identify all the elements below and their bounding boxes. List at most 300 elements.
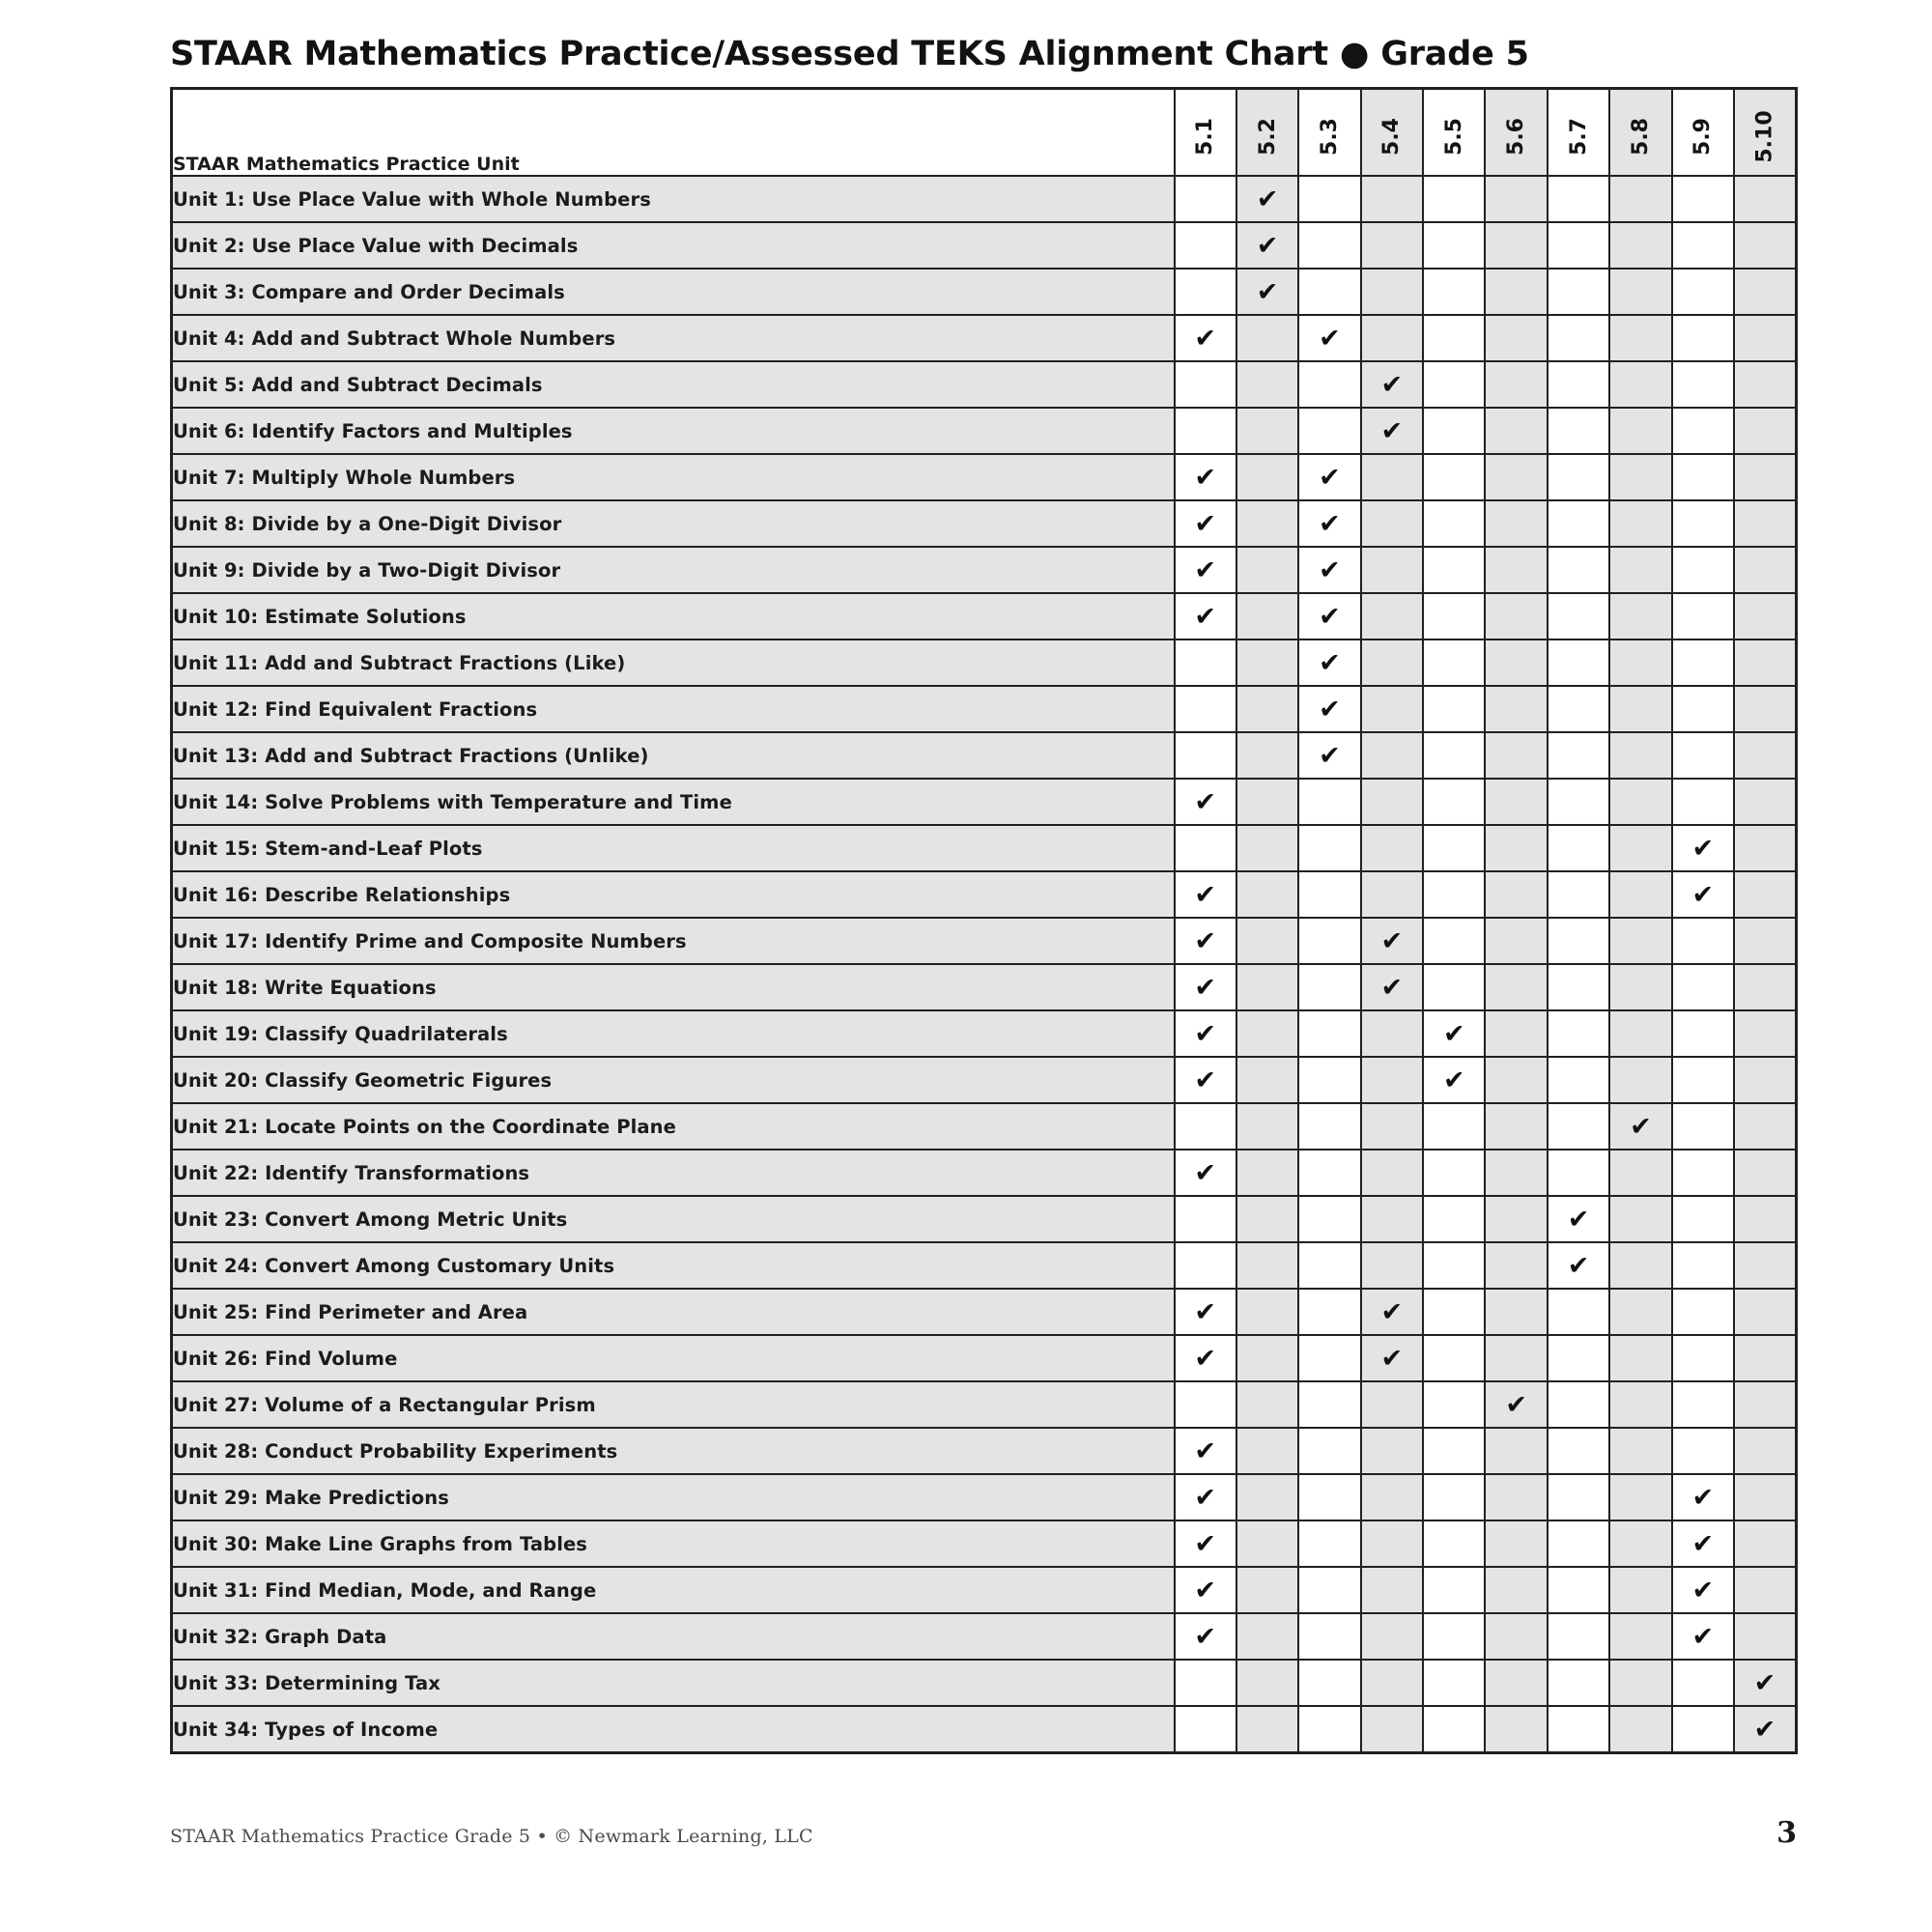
alignment-cell-5-2 <box>1236 1381 1298 1428</box>
alignment-cell-5-7 <box>1548 222 1609 269</box>
table-row <box>172 639 1797 686</box>
column-header-5-6 <box>1485 89 1547 177</box>
alignment-cell-5-4 <box>1361 1242 1423 1289</box>
unit-name-cell: Unit 33: Determining Tax <box>172 1660 1175 1706</box>
check-icon: ✔ <box>1256 230 1279 261</box>
check-icon: ✔ <box>1380 925 1404 956</box>
alignment-cell-5-9 <box>1672 918 1734 964</box>
alignment-cell-5-4 <box>1361 1660 1423 1706</box>
alignment-cell-5-7 <box>1548 1474 1609 1520</box>
alignment-cell-5-8 <box>1609 1381 1671 1428</box>
alignment-cell-5-5 <box>1423 1150 1485 1196</box>
unit-name-cell: Unit 34: Types of Income <box>172 1706 1175 1753</box>
alignment-cell-5-7 <box>1548 1150 1609 1196</box>
column-header-label: 5.9 <box>1690 117 1716 156</box>
alignment-cell-5-1 <box>1175 454 1236 500</box>
alignment-cell-5-8 <box>1609 1010 1671 1057</box>
alignment-cell-5-3 <box>1298 964 1360 1010</box>
alignment-cell-5-9 <box>1672 547 1734 593</box>
alignment-cell-5-4 <box>1361 1335 1423 1381</box>
check-icon: ✔ <box>1691 833 1715 864</box>
alignment-cell-5-9 <box>1672 1103 1734 1150</box>
alignment-cell-5-3 <box>1298 639 1360 686</box>
alignment-cell-5-4 <box>1361 1381 1423 1428</box>
alignment-cell-5-8 <box>1609 176 1671 222</box>
alignment-cell-5-9 <box>1672 1010 1734 1057</box>
table-head <box>172 89 1797 177</box>
alignment-cell-5-10 <box>1734 1660 1796 1706</box>
alignment-cell-5-4 <box>1361 1428 1423 1474</box>
column-header-rotator <box>1424 98 1484 175</box>
alignment-cell-5-4 <box>1361 1057 1423 1103</box>
alignment-cell-5-6 <box>1485 1057 1547 1103</box>
alignment-cell-5-4 <box>1361 269 1423 315</box>
alignment-cell-5-5 <box>1423 732 1485 779</box>
alignment-cell-5-8 <box>1609 779 1671 825</box>
unit-name-cell: Unit 32: Graph Data <box>172 1613 1175 1660</box>
alignment-cell-5-7 <box>1548 1196 1609 1242</box>
alignment-cell-5-1 <box>1175 1613 1236 1660</box>
alignment-cell-5-10 <box>1734 964 1796 1010</box>
unit-name-cell: Unit 20: Classify Geometric Figures <box>172 1057 1175 1103</box>
alignment-cell-5-1 <box>1175 1381 1236 1428</box>
alignment-cell-5-7 <box>1548 964 1609 1010</box>
alignment-cell-5-2 <box>1236 639 1298 686</box>
alignment-cell-5-10 <box>1734 1381 1796 1428</box>
alignment-cell-5-7 <box>1548 871 1609 918</box>
alignment-cell-5-3 <box>1298 1010 1360 1057</box>
check-icon: ✔ <box>1442 1065 1465 1095</box>
alignment-cell-5-10 <box>1734 500 1796 547</box>
alignment-cell-5-9 <box>1672 1428 1734 1474</box>
alignment-cell-5-9 <box>1672 593 1734 639</box>
alignment-cell-5-7 <box>1548 1613 1609 1660</box>
alignment-cell-5-6 <box>1485 1289 1547 1335</box>
alignment-cell-5-2 <box>1236 1057 1298 1103</box>
alignment-cell-5-6 <box>1485 547 1547 593</box>
alignment-cell-5-1 <box>1175 176 1236 222</box>
unit-name-cell: Unit 14: Solve Problems with Temperature and Time <box>172 779 1175 825</box>
table-row <box>172 871 1797 918</box>
alignment-cell-5-9 <box>1672 1381 1734 1428</box>
check-icon: ✔ <box>1319 508 1341 539</box>
alignment-cell-5-3 <box>1298 871 1360 918</box>
unit-name-cell: Unit 12: Find Equivalent Fractions <box>172 686 1175 732</box>
alignment-cell-5-9 <box>1672 176 1734 222</box>
alignment-cell-5-8 <box>1609 639 1671 686</box>
alignment-cell-5-10 <box>1734 1010 1796 1057</box>
alignment-chart-container <box>170 87 1795 1754</box>
check-icon: ✔ <box>1194 508 1216 539</box>
alignment-cell-5-2 <box>1236 1150 1298 1196</box>
alignment-cell-5-9 <box>1672 408 1734 454</box>
column-header-rotator <box>1299 98 1359 175</box>
alignment-cell-5-2 <box>1236 686 1298 732</box>
column-header-label: 5.7 <box>1566 117 1591 156</box>
alignment-cell-5-5 <box>1423 1660 1485 1706</box>
column-header-label: 5.2 <box>1255 117 1280 156</box>
alignment-cell-5-5 <box>1423 779 1485 825</box>
alignment-cell-5-1 <box>1175 1567 1236 1613</box>
check-icon: ✔ <box>1194 601 1216 632</box>
alignment-cell-5-2 <box>1236 222 1298 269</box>
alignment-cell-5-3 <box>1298 454 1360 500</box>
alignment-cell-5-4 <box>1361 593 1423 639</box>
alignment-cell-5-1 <box>1175 1196 1236 1242</box>
alignment-cell-5-4 <box>1361 315 1423 361</box>
unit-name-cell: Unit 3: Compare and Order Decimals <box>172 269 1175 315</box>
check-icon: ✔ <box>1753 1667 1776 1698</box>
alignment-cell-5-7 <box>1548 1567 1609 1613</box>
check-icon: ✔ <box>1194 462 1216 493</box>
alignment-cell-5-3 <box>1298 1660 1360 1706</box>
alignment-cell-5-5 <box>1423 639 1485 686</box>
alignment-cell-5-2 <box>1236 825 1298 871</box>
alignment-cell-5-3 <box>1298 547 1360 593</box>
alignment-cell-5-6 <box>1485 639 1547 686</box>
alignment-cell-5-8 <box>1609 1057 1671 1103</box>
alignment-cell-5-3 <box>1298 1706 1360 1753</box>
unit-name-cell: Unit 29: Make Predictions <box>172 1474 1175 1520</box>
alignment-cell-5-2 <box>1236 361 1298 408</box>
alignment-cell-5-3 <box>1298 500 1360 547</box>
unit-name-cell: Unit 22: Identify Transformations <box>172 1150 1175 1196</box>
check-icon: ✔ <box>1691 879 1715 910</box>
table-row <box>172 1660 1797 1706</box>
alignment-cell-5-8 <box>1609 454 1671 500</box>
alignment-cell-5-6 <box>1485 1196 1547 1242</box>
unit-name-cell: Unit 31: Find Median, Mode, and Range <box>172 1567 1175 1613</box>
alignment-cell-5-3 <box>1298 1150 1360 1196</box>
alignment-cell-5-4 <box>1361 500 1423 547</box>
unit-name-cell: Unit 16: Describe Relationships <box>172 871 1175 918</box>
table-row <box>172 176 1797 222</box>
table-row <box>172 593 1797 639</box>
alignment-cell-5-9 <box>1672 1242 1734 1289</box>
unit-name-cell: Unit 11: Add and Subtract Fractions (Like) <box>172 639 1175 686</box>
alignment-cell-5-8 <box>1609 1242 1671 1289</box>
alignment-cell-5-9 <box>1672 871 1734 918</box>
alignment-cell-5-8 <box>1609 1474 1671 1520</box>
alignment-cell-5-1 <box>1175 1474 1236 1520</box>
alignment-cell-5-6 <box>1485 315 1547 361</box>
table-row <box>172 1567 1797 1613</box>
alignment-cell-5-3 <box>1298 1474 1360 1520</box>
table-row <box>172 454 1797 500</box>
alignment-cell-5-6 <box>1485 1613 1547 1660</box>
table-row <box>172 1010 1797 1057</box>
alignment-cell-5-5 <box>1423 1242 1485 1289</box>
alignment-cell-5-8 <box>1609 825 1671 871</box>
alignment-cell-5-4 <box>1361 1613 1423 1660</box>
alignment-cell-5-5 <box>1423 593 1485 639</box>
check-icon: ✔ <box>1505 1389 1527 1420</box>
unit-name-cell: Unit 7: Multiply Whole Numbers <box>172 454 1175 500</box>
unit-name-cell: Unit 24: Convert Among Customary Units <box>172 1242 1175 1289</box>
unit-name-cell: Unit 10: Estimate Solutions <box>172 593 1175 639</box>
alignment-cell-5-4 <box>1361 1474 1423 1520</box>
check-icon: ✔ <box>1194 323 1216 354</box>
alignment-cell-5-6 <box>1485 779 1547 825</box>
alignment-cell-5-4 <box>1361 732 1423 779</box>
alignment-cell-5-2 <box>1236 964 1298 1010</box>
alignment-cell-5-10 <box>1734 732 1796 779</box>
alignment-cell-5-3 <box>1298 1242 1360 1289</box>
alignment-cell-5-1 <box>1175 825 1236 871</box>
alignment-cell-5-7 <box>1548 1381 1609 1428</box>
alignment-cell-5-7 <box>1548 1335 1609 1381</box>
check-icon: ✔ <box>1319 740 1341 771</box>
alignment-cell-5-8 <box>1609 269 1671 315</box>
check-icon: ✔ <box>1691 1621 1715 1652</box>
alignment-cell-5-9 <box>1672 1613 1734 1660</box>
alignment-cell-5-10 <box>1734 176 1796 222</box>
footer-note: STAAR Mathematics Practice Grade 5 • © Newmark Learning, LLC <box>170 1826 813 1847</box>
alignment-cell-5-6 <box>1485 918 1547 964</box>
unit-name-cell: Unit 19: Classify Quadrilaterals <box>172 1010 1175 1057</box>
alignment-cell-5-2 <box>1236 1242 1298 1289</box>
alignment-cell-5-10 <box>1734 1057 1796 1103</box>
alignment-cell-5-9 <box>1672 779 1734 825</box>
alignment-cell-5-5 <box>1423 500 1485 547</box>
alignment-cell-5-9 <box>1672 1196 1734 1242</box>
alignment-cell-5-8 <box>1609 1335 1671 1381</box>
check-icon: ✔ <box>1194 1575 1216 1605</box>
alignment-cell-5-5 <box>1423 1010 1485 1057</box>
column-header-label: 5.5 <box>1441 117 1466 156</box>
alignment-cell-5-9 <box>1672 964 1734 1010</box>
alignment-cell-5-10 <box>1734 1289 1796 1335</box>
alignment-cell-5-7 <box>1548 732 1609 779</box>
alignment-cell-5-6 <box>1485 222 1547 269</box>
alignment-cell-5-5 <box>1423 454 1485 500</box>
alignment-cell-5-2 <box>1236 1474 1298 1520</box>
alignment-cell-5-8 <box>1609 918 1671 964</box>
alignment-cell-5-9 <box>1672 825 1734 871</box>
alignment-cell-5-9 <box>1672 361 1734 408</box>
alignment-cell-5-2 <box>1236 779 1298 825</box>
alignment-cell-5-10 <box>1734 871 1796 918</box>
check-icon: ✔ <box>1380 415 1404 446</box>
alignment-cell-5-7 <box>1548 500 1609 547</box>
alignment-cell-5-1 <box>1175 1289 1236 1335</box>
alignment-cell-5-6 <box>1485 1335 1547 1381</box>
check-icon: ✔ <box>1194 1621 1216 1652</box>
alignment-cell-5-4 <box>1361 408 1423 454</box>
alignment-cell-5-6 <box>1485 1660 1547 1706</box>
alignment-cell-5-9 <box>1672 732 1734 779</box>
alignment-cell-5-8 <box>1609 1520 1671 1567</box>
alignment-cell-5-1 <box>1175 1010 1236 1057</box>
alignment-cell-5-6 <box>1485 176 1547 222</box>
alignment-cell-5-8 <box>1609 732 1671 779</box>
alignment-cell-5-2 <box>1236 593 1298 639</box>
alignment-cell-5-10 <box>1734 686 1796 732</box>
check-icon: ✔ <box>1194 1018 1216 1049</box>
column-header-rotator <box>1610 98 1670 175</box>
alignment-cell-5-6 <box>1485 1706 1547 1753</box>
alignment-cell-5-5 <box>1423 686 1485 732</box>
check-icon: ✔ <box>1380 972 1404 1003</box>
alignment-cell-5-6 <box>1485 964 1547 1010</box>
alignment-cell-5-8 <box>1609 871 1671 918</box>
alignment-cell-5-6 <box>1485 454 1547 500</box>
alignment-cell-5-10 <box>1734 1567 1796 1613</box>
alignment-cell-5-3 <box>1298 1381 1360 1428</box>
alignment-cell-5-1 <box>1175 732 1236 779</box>
table-row <box>172 222 1797 269</box>
alignment-cell-5-9 <box>1672 639 1734 686</box>
alignment-cell-5-3 <box>1298 686 1360 732</box>
table-row <box>172 1242 1797 1289</box>
alignment-cell-5-6 <box>1485 1474 1547 1520</box>
alignment-cell-5-3 <box>1298 1289 1360 1335</box>
alignment-cell-5-4 <box>1361 454 1423 500</box>
alignment-cell-5-6 <box>1485 1381 1547 1428</box>
alignment-cell-5-7 <box>1548 1660 1609 1706</box>
alignment-cell-5-7 <box>1548 361 1609 408</box>
teks-alignment-table <box>170 87 1798 1754</box>
check-icon: ✔ <box>1194 1296 1216 1327</box>
check-icon: ✔ <box>1194 1157 1216 1188</box>
alignment-cell-5-3 <box>1298 779 1360 825</box>
alignment-cell-5-6 <box>1485 269 1547 315</box>
alignment-cell-5-5 <box>1423 315 1485 361</box>
alignment-cell-5-1 <box>1175 964 1236 1010</box>
alignment-cell-5-2 <box>1236 1428 1298 1474</box>
alignment-cell-5-8 <box>1609 1613 1671 1660</box>
alignment-cell-5-4 <box>1361 1010 1423 1057</box>
alignment-cell-5-1 <box>1175 593 1236 639</box>
alignment-cell-5-1 <box>1175 269 1236 315</box>
unit-name-cell: Unit 9: Divide by a Two-Digit Divisor <box>172 547 1175 593</box>
alignment-cell-5-4 <box>1361 686 1423 732</box>
check-icon: ✔ <box>1753 1714 1776 1745</box>
alignment-cell-5-4 <box>1361 1196 1423 1242</box>
check-icon: ✔ <box>1194 1435 1216 1466</box>
alignment-cell-5-5 <box>1423 1289 1485 1335</box>
alignment-cell-5-8 <box>1609 222 1671 269</box>
table-row <box>172 918 1797 964</box>
alignment-cell-5-5 <box>1423 918 1485 964</box>
table-row <box>172 825 1797 871</box>
unit-name-cell: Unit 8: Divide by a One-Digit Divisor <box>172 500 1175 547</box>
unit-name-cell: Unit 1: Use Place Value with Whole Numbers <box>172 176 1175 222</box>
alignment-cell-5-1 <box>1175 1520 1236 1567</box>
check-icon: ✔ <box>1319 694 1341 724</box>
alignment-cell-5-2 <box>1236 1289 1298 1335</box>
alignment-cell-5-1 <box>1175 639 1236 686</box>
column-header-5-4 <box>1361 89 1423 177</box>
alignment-cell-5-10 <box>1734 1520 1796 1567</box>
alignment-cell-5-3 <box>1298 825 1360 871</box>
alignment-cell-5-6 <box>1485 686 1547 732</box>
alignment-cell-5-9 <box>1672 500 1734 547</box>
alignment-cell-5-8 <box>1609 593 1671 639</box>
check-icon: ✔ <box>1194 925 1216 956</box>
unit-name-cell: Unit 13: Add and Subtract Fractions (Unlike) <box>172 732 1175 779</box>
check-icon: ✔ <box>1567 1204 1590 1235</box>
alignment-cell-5-6 <box>1485 1567 1547 1613</box>
check-icon: ✔ <box>1442 1018 1465 1049</box>
alignment-cell-5-1 <box>1175 918 1236 964</box>
alignment-cell-5-5 <box>1423 1613 1485 1660</box>
alignment-cell-5-7 <box>1548 408 1609 454</box>
column-header-label: 5.10 <box>1752 109 1777 163</box>
alignment-cell-5-10 <box>1734 593 1796 639</box>
alignment-cell-5-6 <box>1485 732 1547 779</box>
alignment-cell-5-8 <box>1609 547 1671 593</box>
column-header-5-8 <box>1609 89 1671 177</box>
check-icon: ✔ <box>1319 462 1341 493</box>
alignment-cell-5-3 <box>1298 1196 1360 1242</box>
check-icon: ✔ <box>1691 1482 1715 1513</box>
table-row <box>172 500 1797 547</box>
alignment-cell-5-4 <box>1361 1103 1423 1150</box>
alignment-cell-5-9 <box>1672 1520 1734 1567</box>
alignment-cell-5-4 <box>1361 547 1423 593</box>
alignment-cell-5-10 <box>1734 547 1796 593</box>
column-header-5-7 <box>1548 89 1609 177</box>
alignment-cell-5-10 <box>1734 408 1796 454</box>
alignment-cell-5-10 <box>1734 1613 1796 1660</box>
table-row <box>172 1706 1797 1753</box>
alignment-cell-5-8 <box>1609 1428 1671 1474</box>
alignment-cell-5-2 <box>1236 176 1298 222</box>
unit-name-cell: Unit 18: Write Equations <box>172 964 1175 1010</box>
alignment-cell-5-10 <box>1734 454 1796 500</box>
column-header-label: 5.8 <box>1628 117 1653 156</box>
alignment-cell-5-9 <box>1672 1057 1734 1103</box>
unit-name-cell: Unit 21: Locate Points on the Coordinate Plane <box>172 1103 1175 1150</box>
alignment-cell-5-9 <box>1672 1474 1734 1520</box>
check-icon: ✔ <box>1194 972 1216 1003</box>
column-header-5-10 <box>1734 89 1796 177</box>
alignment-cell-5-5 <box>1423 825 1485 871</box>
check-icon: ✔ <box>1319 601 1341 632</box>
alignment-cell-5-3 <box>1298 222 1360 269</box>
column-header-5-3 <box>1298 89 1360 177</box>
alignment-cell-5-5 <box>1423 1567 1485 1613</box>
alignment-cell-5-7 <box>1548 686 1609 732</box>
check-icon: ✔ <box>1194 1528 1216 1559</box>
column-header-5-9 <box>1672 89 1734 177</box>
unit-name-cell: Unit 30: Make Line Graphs from Tables <box>172 1520 1175 1567</box>
alignment-cell-5-5 <box>1423 1520 1485 1567</box>
alignment-cell-5-7 <box>1548 176 1609 222</box>
alignment-cell-5-10 <box>1734 1196 1796 1242</box>
alignment-cell-5-6 <box>1485 408 1547 454</box>
alignment-cell-5-2 <box>1236 1706 1298 1753</box>
alignment-cell-5-10 <box>1734 825 1796 871</box>
alignment-cell-5-9 <box>1672 1335 1734 1381</box>
alignment-cell-5-2 <box>1236 1196 1298 1242</box>
alignment-cell-5-2 <box>1236 871 1298 918</box>
alignment-cell-5-1 <box>1175 1706 1236 1753</box>
check-icon: ✔ <box>1194 786 1216 817</box>
alignment-cell-5-10 <box>1734 269 1796 315</box>
alignment-cell-5-1 <box>1175 686 1236 732</box>
table-row <box>172 1520 1797 1567</box>
alignment-cell-5-6 <box>1485 1150 1547 1196</box>
check-icon: ✔ <box>1256 276 1279 307</box>
alignment-cell-5-10 <box>1734 315 1796 361</box>
column-header-rotator <box>1237 98 1297 175</box>
alignment-cell-5-5 <box>1423 964 1485 1010</box>
alignment-cell-5-10 <box>1734 639 1796 686</box>
alignment-cell-5-10 <box>1734 1103 1796 1150</box>
alignment-cell-5-4 <box>1361 1150 1423 1196</box>
